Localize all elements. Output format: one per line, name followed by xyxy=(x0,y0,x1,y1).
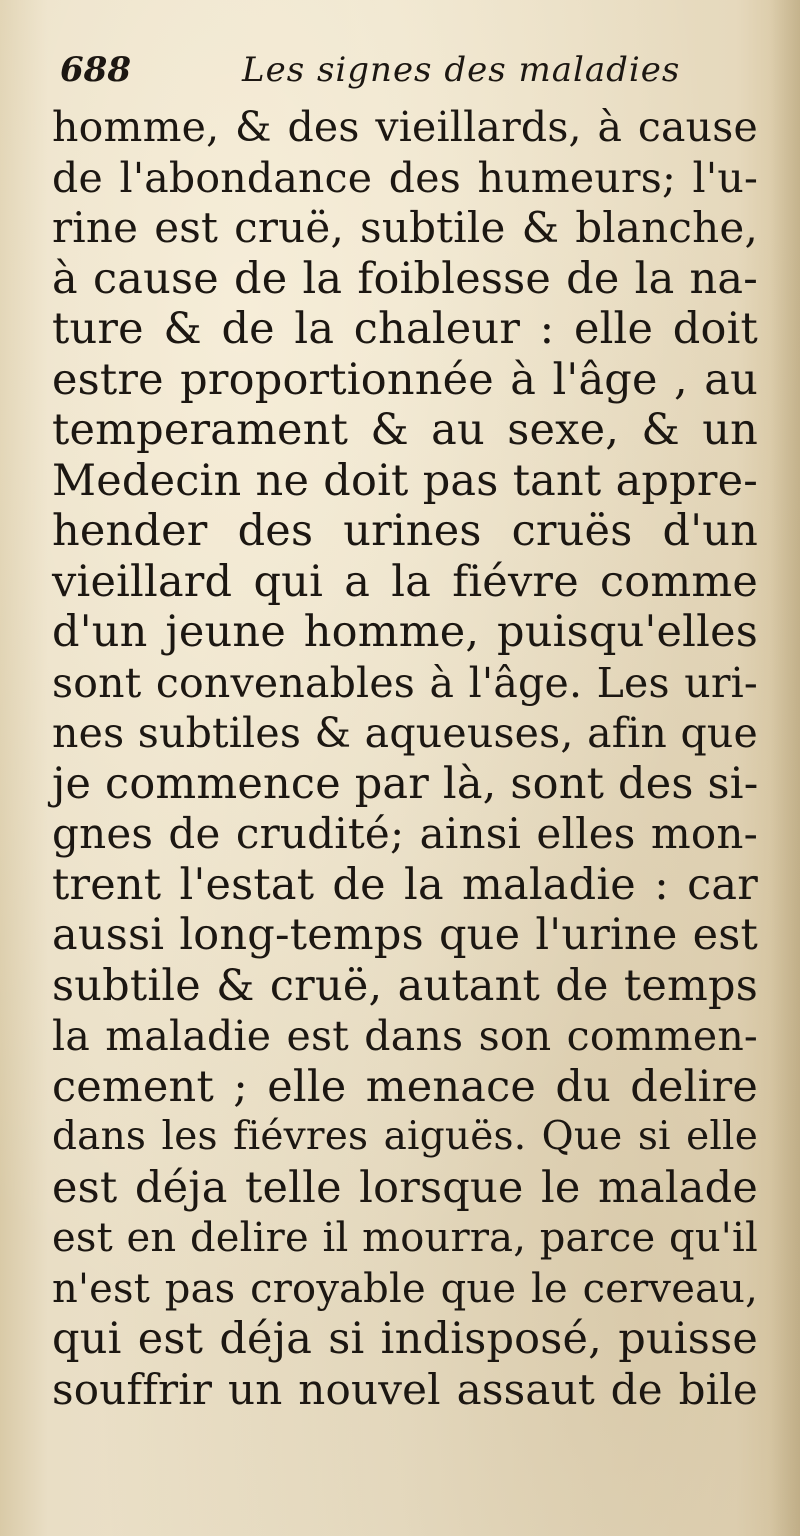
page-number: 688 xyxy=(60,50,131,90)
text-line: rine est cruë, subtile & blanche, xyxy=(52,203,758,252)
text-line: gnes de crudité; ainsi elles mon- xyxy=(52,809,758,858)
text-line: la maladie est dans son commen- xyxy=(52,1012,758,1060)
text-line: est déja telle lorsque le malade xyxy=(52,1162,758,1213)
text-line: n'est pas croyable que le cerveau, xyxy=(52,1265,758,1312)
body-text xyxy=(52,102,758,1415)
text-line: qui est déja si indisposé, puisse xyxy=(52,1314,758,1364)
running-head xyxy=(60,44,760,96)
text-line: cement ; elle menace du delire xyxy=(52,1061,758,1112)
text-line: est en delire il mourra, parce qu'il xyxy=(52,1215,758,1261)
text-line: souffrir un nouvel assaut de bile xyxy=(52,1364,758,1414)
text-line: d'un jeune homme, puisqu'elles xyxy=(52,607,758,657)
text-line: à cause de la foiblesse de la na- xyxy=(52,253,758,304)
text-line: dans les fiévres aiguës. Que si elle xyxy=(52,1114,758,1159)
text-line: sont convenables à l'âge. Les uri- xyxy=(52,658,758,707)
text-line: je commence par là, sont des si- xyxy=(52,758,759,809)
text-line: homme, & des vieillards, à cause xyxy=(52,103,758,151)
page-edge-shadow xyxy=(770,0,800,1536)
text-line: aussi long-temps que l'urine est xyxy=(52,910,758,960)
text-line: subtile & cruë, autant de temps xyxy=(52,960,758,1011)
text-line: temperament & au sexe, & un xyxy=(52,405,758,455)
text-line: ture & de la chaleur : elle doit xyxy=(52,304,758,354)
text-line: Medecin ne doit pas tant appre- xyxy=(52,455,758,506)
text-line: estre proportionnée à l'âge , au xyxy=(52,354,758,405)
text-line: trent l'estat de la maladie : car xyxy=(52,859,758,910)
text-line: de l'abondance des humeurs; l'u- xyxy=(52,153,758,202)
text-line: nes subtiles & aqueuses, afin que xyxy=(52,709,758,757)
text-line: hender des urines cruës d'un xyxy=(52,506,758,556)
running-title: Les signes des maladies xyxy=(242,50,681,90)
text-line: vieillard qui a la fiévre comme xyxy=(52,556,758,607)
